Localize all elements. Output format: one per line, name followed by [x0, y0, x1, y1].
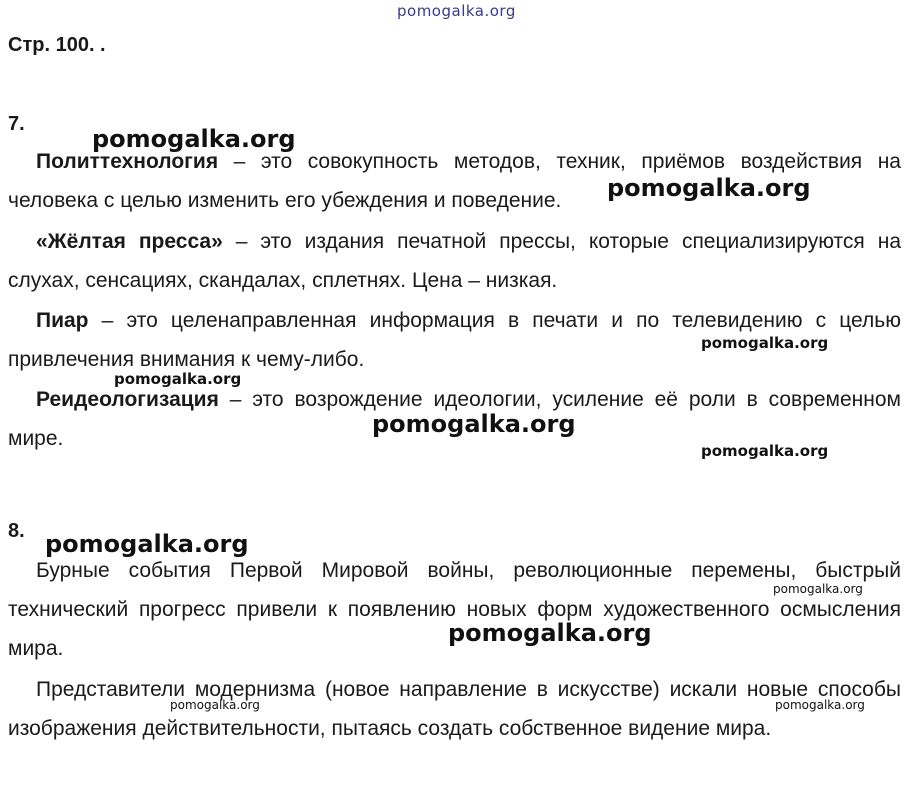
text-paragraph: Представители модернизма (новое направление в искусстве) искали новые способы изображения действительности, пытаясь создать собственное видение мира.: [8, 678, 901, 740]
definition-text: – это возрождение идеологии, усиление её роли в современном мире.: [8, 388, 901, 450]
watermark: pomogalka.org: [775, 698, 865, 712]
term: Реидеологизация: [36, 388, 219, 411]
watermark: pomogalka.org: [170, 698, 260, 712]
section-number-8: 8.: [8, 520, 25, 542]
section-number-7: 7.: [8, 113, 25, 135]
definition-paragraph: [8, 222, 901, 300]
watermark: pomogalka.org: [114, 370, 242, 388]
watermark: pomogalka.org: [448, 619, 652, 647]
term: Политтехнология: [36, 150, 219, 173]
text-paragraph: Бурные события Первой Мировой войны, революционные перемены, быстрый технический прогресс привели к появлению новых форм художественного осмысления мира.: [8, 559, 901, 660]
page-header: Стр. 100. .: [8, 34, 106, 56]
term: «Жёлтая пресса»: [36, 230, 223, 253]
watermark: pomogalka.org: [45, 530, 249, 558]
watermark-top: pomogalka.org: [397, 2, 516, 20]
definition-text: – это целенаправленная информация в печати и по телевидению с целью привлечения внимания к чему-либо.: [8, 309, 901, 371]
watermark: pomogalka.org: [773, 582, 863, 596]
watermark: pomogalka.org: [701, 334, 829, 352]
definition-text: – это издания печатной прессы, которые специализируются на слухах, сенсациях, скандалах, сплетнях. Цена – низкая.: [8, 230, 901, 292]
watermark: pomogalka.org: [92, 125, 296, 153]
watermark: pomogalka.org: [607, 174, 811, 202]
watermark: pomogalka.org: [372, 410, 576, 438]
term: Пиар: [36, 309, 89, 332]
definition-text: – это совокупность методов, техник, приёмов воздействия на человека с целью изменить его убеждения и поведение.: [8, 150, 901, 212]
watermark: pomogalka.org: [701, 442, 829, 460]
